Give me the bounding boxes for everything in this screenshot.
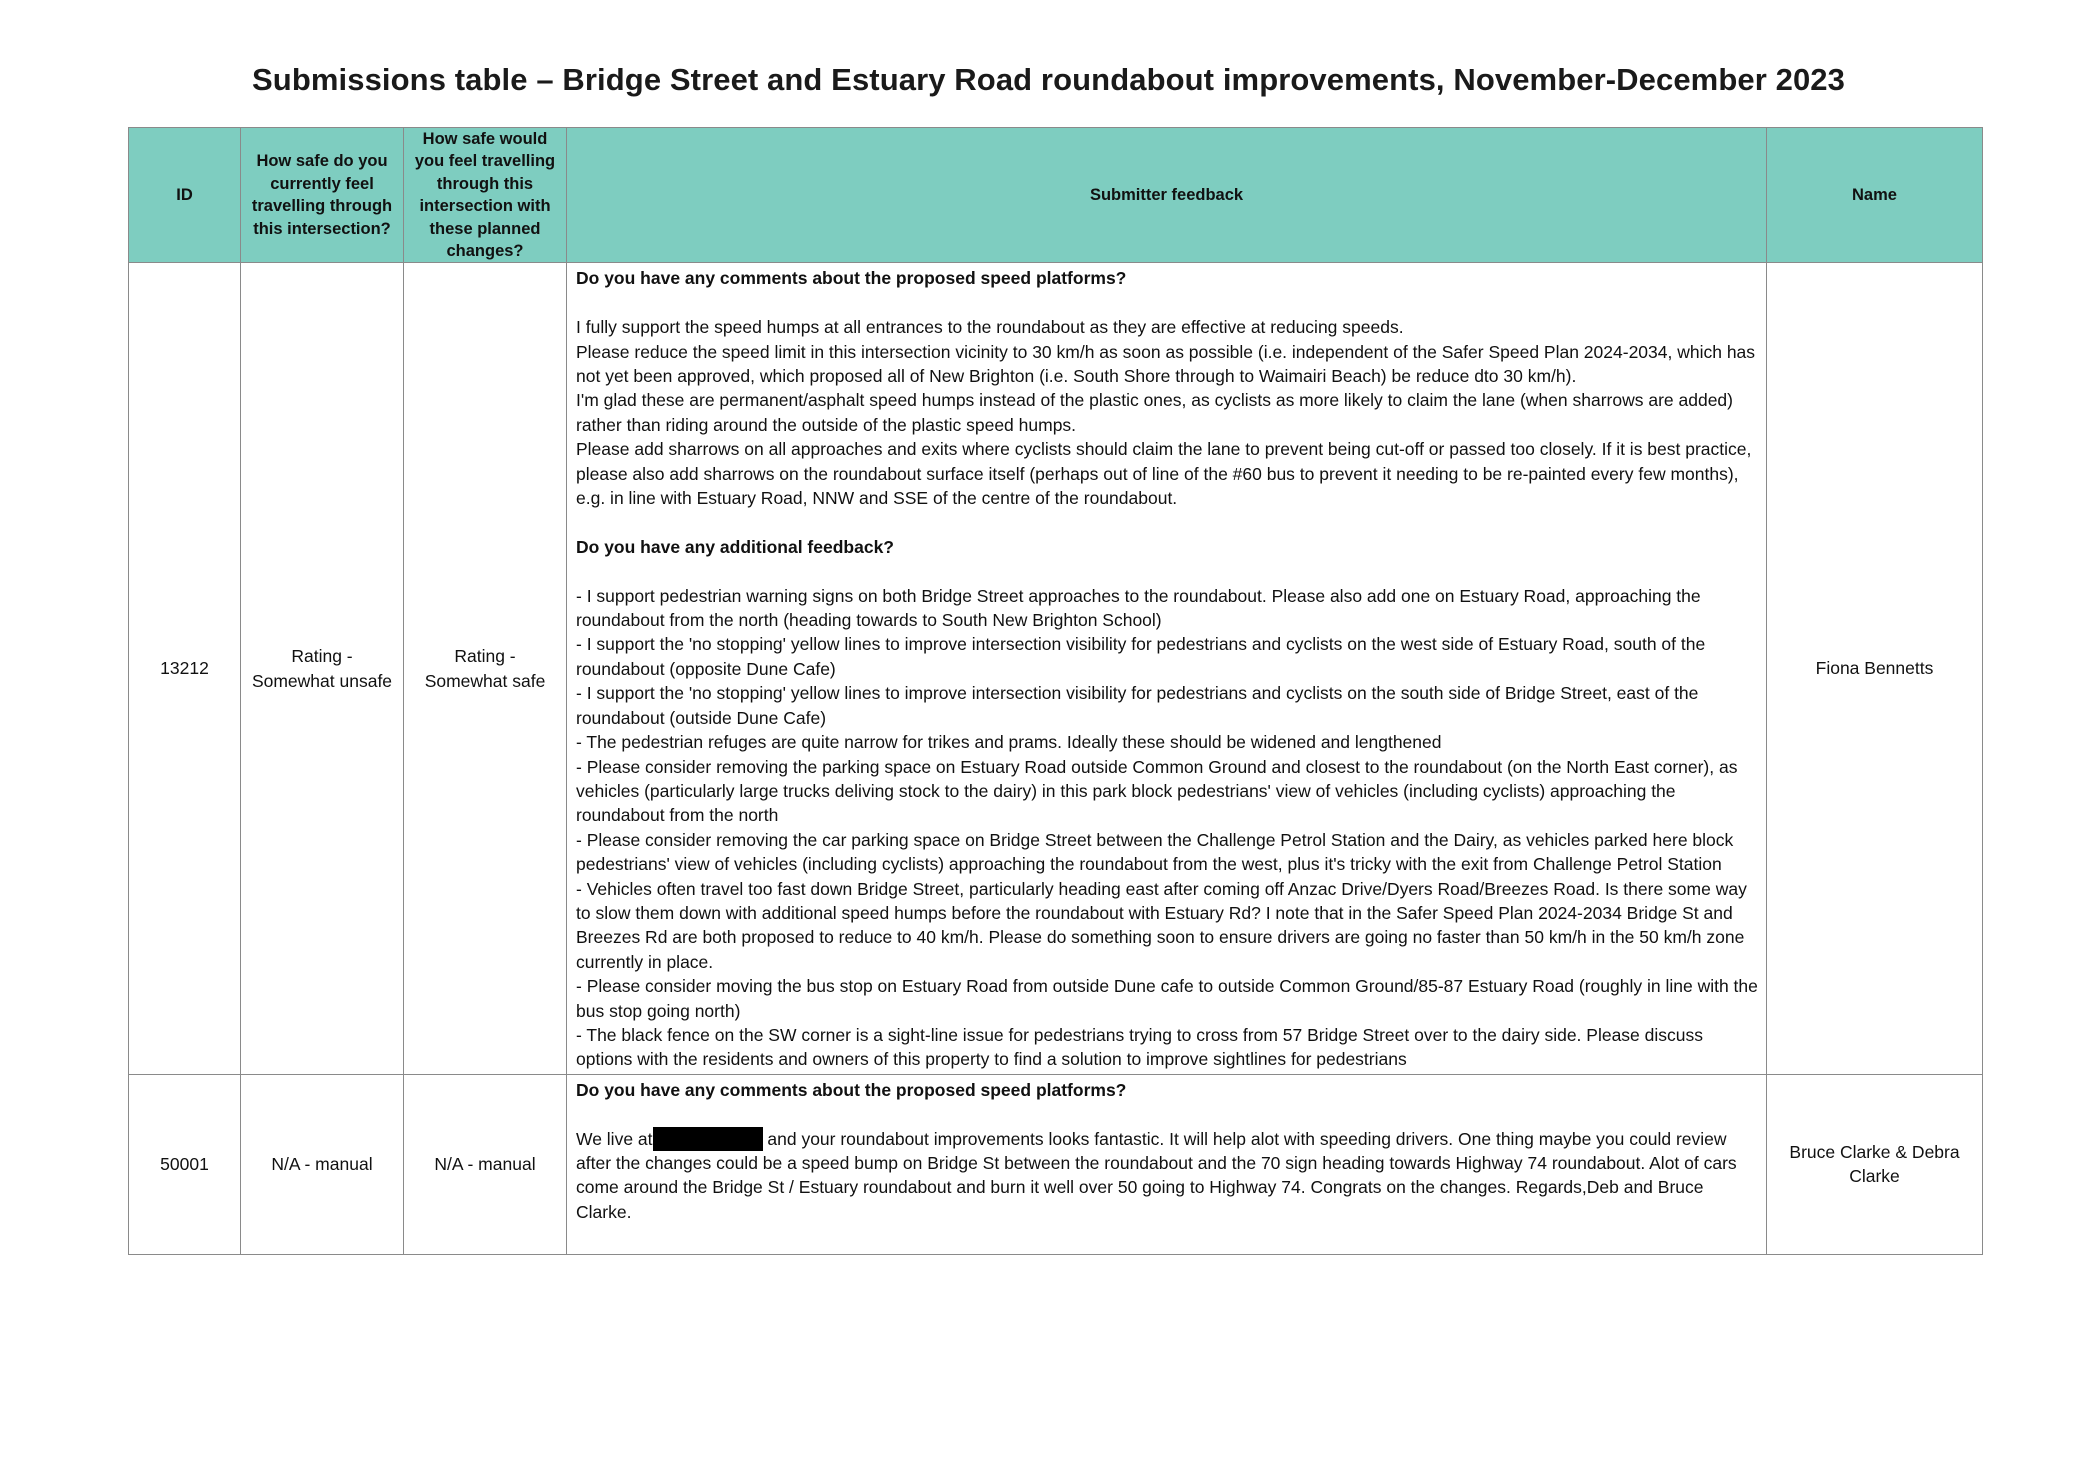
feedback-paragraph: Please reduce the speed limit in this intersection vicinity to 30 km/h as soon as possible (i.e. independent of the Safer Speed Plan 2024-2034, which has not yet been approved, which proposed all of New Brighton (i.e. South Shore through to Waimairi Beach) be reduce dto 30 km/h). bbox=[576, 341, 1756, 387]
feedback-bullet: - I support the 'no stopping' yellow lines to improve intersection visibility for pedestrians and cyclists on the south side of Bridge Street, east of the roundabout (outside Dune Cafe) bbox=[576, 683, 1699, 728]
submission-id: 13212 bbox=[129, 263, 241, 1074]
submitter-name: Fiona Bennetts bbox=[1767, 263, 1983, 1074]
feedback-bullet: - I support the 'no stopping' yellow lines to improve intersection visibility for pedestrians and cyclists on the west side of Estuary Road, south of the roundabout (opposite Dune Cafe) bbox=[576, 634, 1706, 679]
feedback-question: Do you have any comments about the proposed speed platforms? bbox=[576, 1079, 1127, 1100]
submitter-feedback bbox=[567, 263, 1767, 1074]
current-safety-rating: N/A - manual bbox=[241, 1074, 404, 1254]
submissions-table bbox=[128, 127, 1983, 1255]
feedback-question: Do you have any comments about the proposed speed platforms? bbox=[576, 268, 1127, 289]
feedback-text-prefix: We live at bbox=[576, 1128, 653, 1149]
submitter-feedback bbox=[567, 1074, 1767, 1254]
feedback-paragraph bbox=[576, 1127, 1758, 1225]
table-row bbox=[129, 263, 1983, 1074]
column-header-id: ID bbox=[129, 128, 241, 263]
column-header-current-safety: How safe do you currently feel travelling through this intersection? bbox=[241, 128, 404, 263]
feedback-text-suffix: and your roundabout improvements looks fantastic. It will help alot with speeding drivers. One thing maybe you could review after the changes could be a speed bump on Bridge St between the roundabout and the 70 sign heading towards Highway 74 roundabout. Alot of cars come around the Bridge St / Estuary roundabout and burn it well over 50 going to Highway 74. Congrats on the changes. Regards,Deb and Bruce Clarke. bbox=[576, 1128, 1737, 1222]
feedback-bullet: - Please consider removing the parking space on Estuary Road outside Common Ground and closest to the roundabout (on the North East corner), as vehicles (particularly large trucks deliving stock to the dairy) in this park block pedestrians' view of vehicles (including cyclists) approaching the roundabout from the north bbox=[576, 756, 1738, 826]
column-header-name: Name bbox=[1767, 128, 1983, 263]
submission-id: 50001 bbox=[129, 1074, 241, 1254]
feedback-paragraph: I'm glad these are permanent/asphalt speed humps instead of the plastic ones, as cyclists as more likely to claim the lane (when sharrows are added) rather than riding around the outside of the plastic speed humps. bbox=[576, 390, 1733, 435]
submitter-name: Bruce Clarke & Debra Clarke bbox=[1767, 1074, 1983, 1254]
feedback-paragraph: I fully support the speed humps at all entrances to the roundabout as they are effective at reducing speeds. bbox=[576, 317, 1404, 338]
table-row bbox=[129, 1074, 1983, 1254]
feedback-bullet: - The black fence on the SW corner is a sight-line issue for pedestrians trying to cross from 57 Bridge Street over to the dairy side. Please discuss options with the residents and owners of this property to find a solution to improve sightlines for pedestrians bbox=[576, 1024, 1704, 1070]
planned-safety-rating: N/A - manual bbox=[404, 1074, 567, 1254]
current-safety-rating: Rating - Somewhat unsafe bbox=[241, 263, 404, 1074]
column-header-feedback: Submitter feedback bbox=[567, 128, 1767, 263]
table-header-row bbox=[129, 128, 1983, 263]
feedback-bullet: - I support pedestrian warning signs on both Bridge Street approaches to the roundabout. Please also add one on Estuary Road, approaching the roundabout from the north (heading towards to South New Brighton School) bbox=[576, 585, 1701, 631]
planned-safety-rating: Rating - Somewhat safe bbox=[404, 263, 567, 1074]
feedback-paragraph: Please add sharrows on all approaches and exits where cyclists should claim the lane to prevent being cut-off or passed too closely. If it is best practice, please also add sharrows on the roundabout surface itself (perhaps out of line of the #60 bus to prevent it needing to be re-painted every few months), e.g. in line with Estuary Road, NNW and SSE of the centre of the roundabout. bbox=[576, 439, 1752, 509]
feedback-question: Do you have any additional feedback? bbox=[576, 536, 894, 557]
feedback-bullet: - Vehicles often travel too fast down Bridge Street, particularly heading east after coming off Anzac Drive/Dyers Road/Breezes Road. Is there some way to slow them down with additional speed humps before the roundabout with Estuary Rd? I note that in the Safer Speed Plan 2024-2034 Bridge St and Breezes Rd are both proposed to reduce to 40 km/h. Please do something soon to ensure drivers are going no faster than 50 km/h in the 50 km/h zone currently in place. bbox=[576, 878, 1747, 972]
feedback-bullet: - The pedestrian refuges are quite narrow for trikes and prams. Ideally these should be widened and lengthened bbox=[576, 732, 1442, 753]
feedback-bullet: - Please consider removing the car parking space on Bridge Street between the Challenge Petrol Station and the Dairy, as vehicles parked here block pedestrians' view of vehicles (including cyclists) approaching the roundabout from the west, plus it's tricky with the exit from Challenge Petrol Station bbox=[576, 829, 1734, 875]
page-title: Submissions table – Bridge Street and Estuary Road roundabout improvements, November-December 2023 bbox=[252, 62, 1845, 97]
column-header-planned-safety: How safe would you feel travelling through this intersection with these planned changes? bbox=[404, 128, 567, 263]
redaction-box bbox=[653, 1127, 763, 1151]
feedback-bullet: - Please consider moving the bus stop on Estuary Road from outside Dune cafe to outside Common Ground/85-87 Estuary Road (roughly in line with the bus stop going north) bbox=[576, 976, 1758, 1021]
